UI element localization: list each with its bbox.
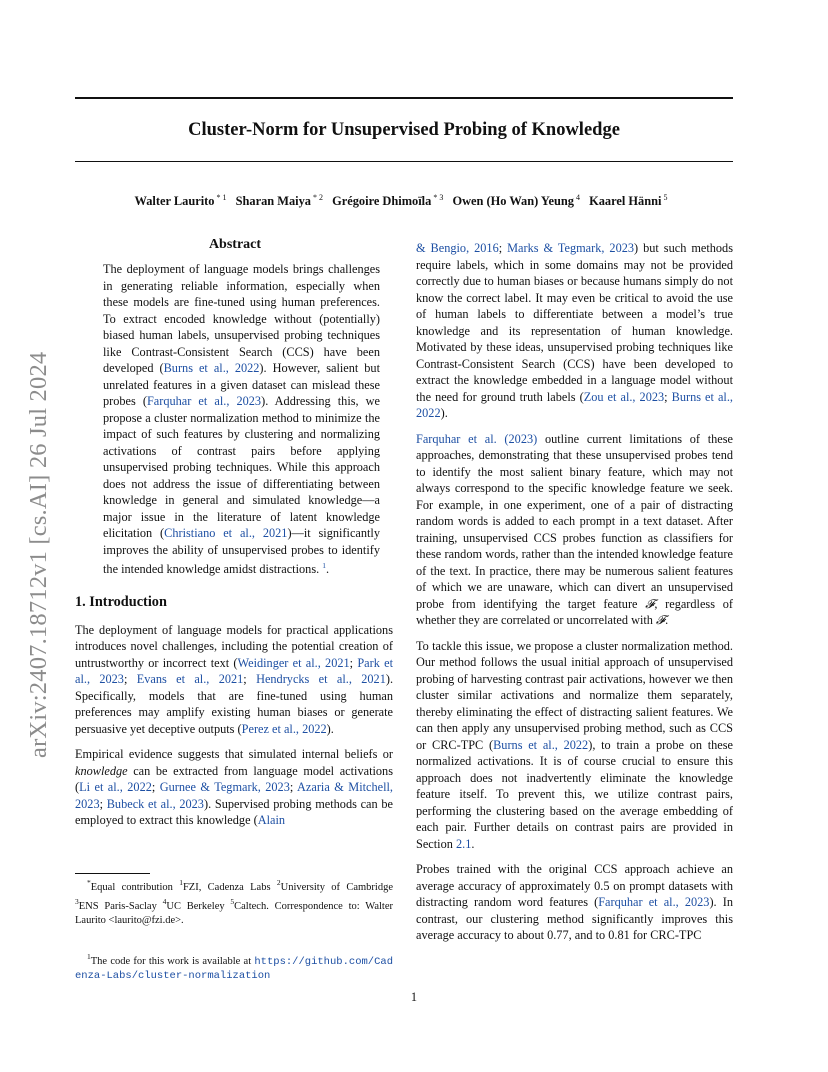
footnote-mark: 5	[230, 897, 235, 906]
footnote-text: FZI, Cadenza Labs	[182, 882, 277, 893]
author-affiliation-mark: * 3	[433, 193, 444, 202]
body-text: ;	[123, 672, 137, 686]
footnote-mark: 4	[162, 897, 167, 906]
footnote-text: Caltech. Correspondence to: Walter Laurito <laurito@fzi.de>.	[75, 901, 393, 926]
title-rule-top	[75, 97, 733, 99]
citation-link[interactable]: Burns et al., 2022	[416, 389, 733, 420]
footnote-text: UC Berkeley	[166, 901, 231, 912]
body-paragraph	[416, 861, 733, 944]
body-text: , regardless of whether they are correlated or uncorrelated with	[416, 596, 733, 627]
citation-link[interactable]: Perez et al., 2022	[241, 721, 327, 736]
body-text: can be extracted from language model activations (	[75, 763, 393, 794]
footnote-mark: 3	[75, 897, 79, 906]
author-name: Kaarel Hänni	[589, 194, 662, 208]
body-paragraph	[416, 240, 733, 422]
footnote-text: ENS Paris-Saclay	[78, 901, 163, 912]
body-text: ). Supervised probing methods can be employed to extract this knowledge (	[75, 796, 393, 827]
citation-link[interactable]: Evans et al., 2021	[136, 672, 244, 686]
citation-link[interactable]: Li et al., 2022	[79, 780, 152, 794]
math-symbol: 𝓕	[645, 596, 655, 611]
abstract-text: )—it significantly improves the ability of unsupervised probes to identify the intended knowledge amidst distractions.	[103, 526, 380, 576]
abstract-text: ). Addressing this, we propose a cluster normalization method to minimize the impact of such features by clustering and normalizing activations of contrast pairs before applying unsupervised probing techniques. While this approach does not address the issue of differentiating between knowledge in general and simulated knowledge—a major issue in the literature of latent knowledge elicitation (	[103, 394, 381, 540]
code-footnote	[75, 950, 393, 983]
footnote-mark: 2	[276, 878, 281, 887]
footnote-mark: 1	[179, 878, 183, 887]
citation-link[interactable]: Gurnee & Tegmark, 2023	[159, 780, 290, 794]
body-text: .	[471, 836, 475, 851]
citation-link[interactable]: Christiano et al., 2021	[164, 526, 288, 540]
citation-link[interactable]: Marks & Tegmark, 2023	[507, 241, 635, 255]
body-text: ;	[498, 241, 508, 255]
citation-link[interactable]: Burns et al., 2022	[163, 361, 260, 375]
abstract-text: .	[326, 562, 330, 576]
body-text: Empirical evidence suggests that simulated internal beliefs or	[75, 747, 393, 761]
footnote-mark: *	[87, 878, 91, 887]
intro-paragraph	[75, 622, 393, 738]
citation-link[interactable]: Bubeck et al., 2023	[106, 796, 204, 811]
abstract-body	[103, 261, 380, 578]
citation-link[interactable]: Farquhar et al. (2023)	[416, 431, 538, 446]
body-paragraph	[416, 638, 733, 853]
abstract-text: The deployment of language models brings challenges in generating reliable information, especially when these models are fine-tuned using human preferences. To extract encoded knowledge without (potentially) biased human labels, unsupervised probing techniques like Contrast-Consistent Search (CCS) have been developed (	[103, 262, 380, 375]
title-rule-bottom	[75, 161, 733, 162]
body-text: Probes trained with the original CCS approach achieve an average accuracy of approximately 0.5 on prompt datasets with distracting random word features (	[416, 862, 733, 909]
body-text: ;	[289, 780, 298, 794]
footnote-text: The code for this work is available at	[90, 956, 255, 967]
abstract-text: ). However, salient but unrelated features in a given dataset can mislead these probes (	[103, 361, 380, 408]
body-text: .	[665, 613, 669, 627]
author-name: Grégoire Dhimoïla	[332, 194, 432, 208]
body-text: ;	[349, 655, 358, 670]
left-column	[75, 236, 393, 838]
body-paragraph	[416, 431, 733, 629]
citation-link[interactable]: Alain	[257, 813, 286, 827]
author-list	[75, 190, 733, 209]
citation-link[interactable]: Farquhar et al., 2023	[146, 394, 262, 408]
emphasis-text: knowledge	[75, 763, 128, 778]
body-text: ), to train a probe on these normalized activations. It is of course crucial to ensure this approach does not inadvertently eliminate the knowledge feature itself. To prevent this, we utilize contrast pairs, performing the clustering based on the average embedding of each pair. Further details on contrast pairs are provided in Section	[416, 737, 734, 851]
footnote-text: University of Cambridge	[280, 882, 393, 893]
right-column	[416, 240, 733, 953]
body-text: ). In contrast, our clustering method significantly improves this average accuracy to about 0.77, and to 0.81 for CRC-TPC	[416, 895, 733, 942]
arxiv-stamp: arXiv:2407.18712v1 [cs.AI] 26 Jul 2024	[25, 351, 52, 758]
citation-link[interactable]: Hendrycks et al., 2021	[256, 672, 386, 686]
paper-title: Cluster-Norm for Unsupervised Probing of Knowledge	[188, 120, 620, 140]
author-name: Walter Laurito	[134, 194, 215, 208]
footnote-text: Equal contribution	[90, 882, 180, 893]
author-affiliation-mark: 4	[575, 193, 580, 202]
body-text: ). Specifically, models that are fine-tuned using human preferences may amplify existing human biases or generate persuasive yet deceptive outputs (	[75, 672, 394, 736]
body-text: The deployment of language models for practical applications introduces novel challenges, including the potential creation of untrustworthy or incorrect text (	[75, 622, 393, 670]
citation-link[interactable]: Park et al., 2023	[75, 655, 393, 686]
affiliation-footnote	[75, 876, 393, 928]
author-name: Sharan Maiya	[235, 194, 311, 208]
body-text: ;	[664, 389, 672, 404]
body-text: ) but such methods require labels, which in some domains may not be provided correctly due to human biases or because humans simply do not know the correct label. It may even be critical to avoid the use of human labels to differentiate between a model’s true knowledge and its representation of human knowledge. Motivated by these ideas, unsupervised probing techniques like Contrast-Consistent Search (CCS) have been developed to extract the knowledge embedded in a language model without the need for ground truth labels (	[416, 241, 733, 404]
body-text: ;	[151, 780, 160, 794]
body-text: ;	[243, 672, 257, 686]
citation-link[interactable]: & Bengio, 2016	[416, 241, 499, 255]
citation-link[interactable]: Weidinger et al., 2021	[237, 655, 350, 670]
section-heading-introduction: 1. Introduction	[75, 593, 167, 610]
body-text: To tackle this issue, we propose a cluster normalization method. Our method follows the usual initial approach of unsupervised probing of harvesting contrast pair activations, however we then cluster similar activations and normalize them separately, thereby eliminating the effect of distracting salient features. We can then apply any unsupervised probing method, such as CCS or CRC-TPC (	[416, 638, 733, 752]
citation-link[interactable]: Burns et al., 2022	[493, 737, 589, 752]
citation-link[interactable]: Zou et al., 2023	[583, 389, 665, 404]
body-text: ).	[440, 406, 448, 420]
author-affiliation-mark: 5	[663, 193, 668, 202]
footnote-rule	[75, 873, 150, 874]
footnote-mark: 1	[87, 952, 91, 961]
footnotes	[75, 876, 393, 994]
citation-link[interactable]: Azaria & Mitchell, 2023	[75, 780, 393, 811]
intro-paragraph	[75, 746, 393, 829]
body-text: ;	[99, 796, 107, 811]
citation-link[interactable]: Farquhar et al., 2023	[598, 895, 710, 909]
math-symbol: 𝓕	[656, 613, 666, 627]
author-affiliation-mark: * 1	[216, 193, 227, 202]
author-name: Owen (Ho Wan) Yeung	[452, 194, 574, 208]
body-text: outline current limitations of these approaches, demonstrating that these unsupervised probes tend to identify the most salient binary feature, which may not always correspond to the specific knowledge feature we seek. For example, in one experiment, one of a pair of distracting random words is added to each prompt in a text dataset. After training, unsupervised CCS probes function as classifiers for these random words, rather than the intended knowledge feature of the text. In practice, there may be numerous salient features of which we are unaware, which can divert an unsupervised probe from identifying the target feature	[416, 431, 733, 611]
abstract-heading: Abstract	[208, 237, 262, 252]
body-text: ).	[326, 721, 334, 736]
author-affiliation-mark: * 2	[312, 193, 323, 202]
section-ref-link[interactable]: 2.1	[455, 836, 472, 851]
code-repo-link[interactable]: https://github.com/Cadenza-Labs/cluster-normalization	[75, 956, 393, 982]
footnote-ref-link[interactable]: 1	[322, 561, 326, 570]
page-number: 1	[410, 990, 418, 1004]
